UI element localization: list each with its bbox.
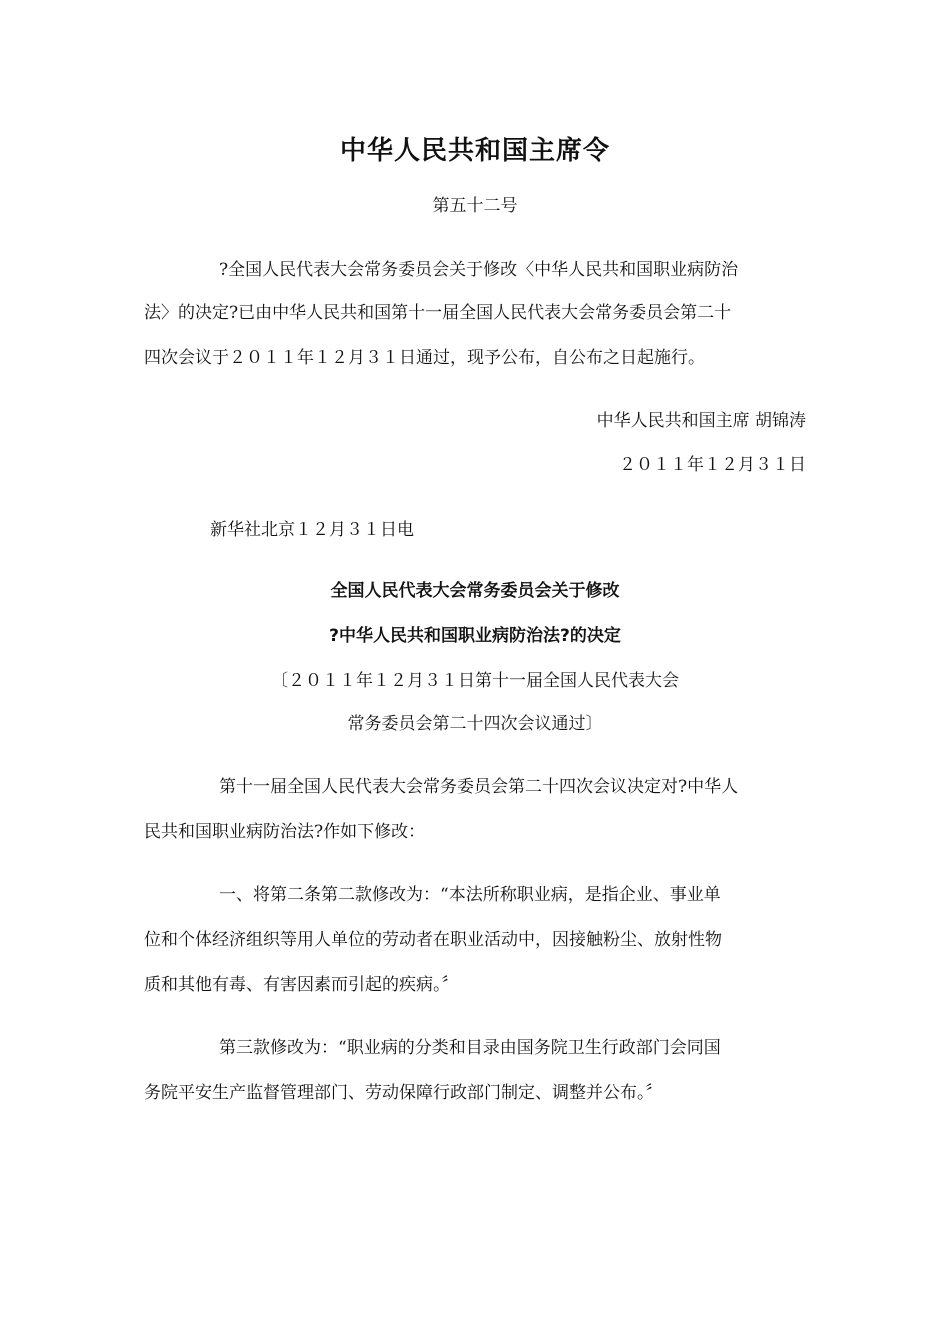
item2-paragraph-line: 务院平安生产监督管理部门、劳动保障行政部门制定、调整并公布。〞 bbox=[144, 1083, 663, 1103]
decree-number: 第五十二号 bbox=[432, 196, 518, 216]
decree-date: ２０１１年１２月３１日 bbox=[619, 455, 806, 475]
item2-paragraph-line: 第三款修改为：“职业病的分类和目录由国务院卫生行政部门会同国 bbox=[219, 1038, 721, 1058]
item1-paragraph-line: 一、将第二条第二款修改为：“本法所称职业病，是指企业、事业单 bbox=[219, 885, 721, 905]
decree-text-line: ?全国人民代表大会常务委员会关于修改〈中华人民共和国职业病防治 bbox=[219, 260, 739, 280]
decision-note-line: 常务委员会第二十四次会议通过〕 bbox=[347, 714, 603, 734]
item1-paragraph-line: 位和个体经济组织等用人单位的劳动者在职业活动中，因接触粉尘、放射性物 bbox=[144, 930, 722, 950]
decision-title-line: ?中华人民共和国职业病防治法?的决定 bbox=[329, 626, 621, 646]
page-title: 中华人民共和国主席令 bbox=[339, 136, 610, 166]
news-dispatch: 新华社北京１２月３１日电 bbox=[210, 520, 414, 540]
signature: 中华人民共和国主席 胡锦涛 bbox=[596, 411, 806, 431]
intro-paragraph-line: 第十一届全国人民代表大会常务委员会第二十四次会议决定对?中华人 bbox=[219, 777, 739, 797]
decision-note-line: 〔２０１１年１２月３１日第十一届全国人民代表大会 bbox=[271, 671, 679, 691]
decision-title-line: 全国人民代表大会常务委员会关于修改 bbox=[330, 581, 620, 601]
decree-text-line: 法〉的决定?已由中华人民共和国第十一届全国人民代表大会常务委员会第二十 bbox=[144, 303, 732, 323]
decree-text-line: 四次会议于２０１１年１２月３１日通过，现予公布，自公布之日起施行。 bbox=[144, 348, 705, 368]
intro-paragraph-line: 民共和国职业病防治法?作如下修改： bbox=[144, 822, 426, 842]
item1-paragraph-line: 质和其他有毒、有害因素而引起的疾病。〞 bbox=[144, 975, 459, 995]
